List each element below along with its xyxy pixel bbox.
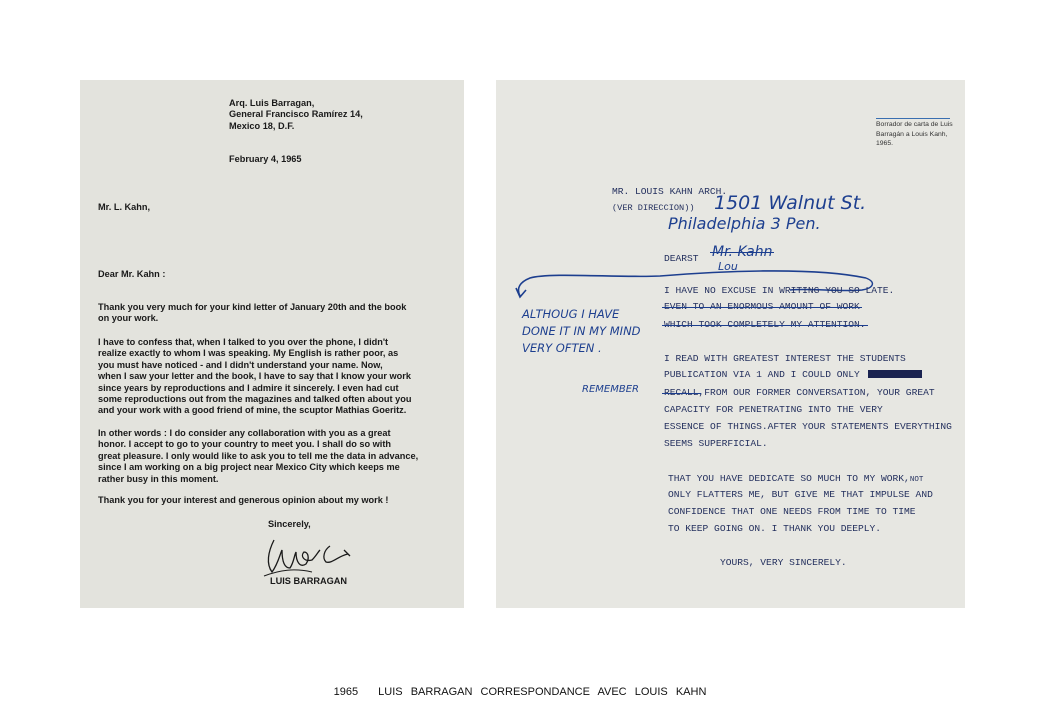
paragraph: I have to confess that, when I talked to you over the phone, I didn't realize exactly to whom I was speaking. My English is rather poor, as you must have noticed - and I didn't understand your name. Now, when I saw your letter and the book, I have to say that I know your work since years by reproductions and I admire it sincerely. I even had cut some reproductions out from the magazines and talked often about you and your work with a good friend of mine, the scuptor Mathias Goeritz. xyxy=(98,337,412,416)
paragraph: Thank you very much for your kind letter of January 20th and the book on your work. xyxy=(98,302,407,324)
letter-draft-annotated xyxy=(496,80,965,608)
line-read-1: I READ WITH GREATEST INTEREST THE STUDENTS xyxy=(664,353,906,364)
closing: YOURS, VERY SINCERELY. xyxy=(720,557,847,568)
page-caption xyxy=(0,686,1040,698)
line-that: THAT YOU HAVE DEDICATE SO MUCH TO MY WORK,NOT xyxy=(668,473,924,484)
line-recall: RECALL,FROM OUR FORMER CONVERSATION, YOUR GREAT xyxy=(664,387,935,398)
handwritten-street: 1501 Walnut St. xyxy=(714,192,867,214)
handwritten-remember: REMEMBER xyxy=(582,384,639,395)
letter-date: February 4, 1965 xyxy=(229,154,302,164)
address-line: MR. LOUIS KAHN ARCH. xyxy=(612,186,728,197)
blacked-out-word xyxy=(868,370,922,378)
handwritten-signature xyxy=(260,534,360,580)
sender-address xyxy=(229,98,363,132)
line-essence: ESSENCE OF THINGS.AFTER YOUR STATEMENTS EVERYTHING xyxy=(664,421,952,432)
caption-title: LUIS BARRAGAN CORRESPONDANCE AVEC LOUIS KAHN xyxy=(378,686,707,698)
letter-barragan-typed xyxy=(80,80,464,608)
sender-line: Mexico 18, D.F. xyxy=(229,120,295,131)
line-struck-2: WHICH TOOK COMPLETELY MY ATTENTION. xyxy=(664,319,866,330)
ver-direccion: (VER DIRECCION)) xyxy=(612,203,695,213)
line-confidence: CONFIDENCE THAT ONE NEEDS FROM TIME TO TIME xyxy=(668,506,916,517)
paragraph: Thank you for your interest and generous opinion about my work ! xyxy=(98,495,389,505)
note-divider xyxy=(876,118,950,119)
line-flatters: ONLY FLATTERS ME, BUT GIVE ME THAT IMPULSE AND xyxy=(668,489,933,500)
handwritten-insertion: ALTHOUG I HAVE DONE IT IN MY MIND VERY OFTEN . xyxy=(522,307,641,355)
line-capacity: CAPACITY FOR PENETRATING INTO THE VERY xyxy=(664,404,883,415)
line-struck-1: EVEN TO AN ENORMOUS AMOUNT OF WORK xyxy=(664,301,860,312)
signature-name: LUIS BARRAGAN xyxy=(270,576,348,586)
sender-line: Arq. Luis Barragan, xyxy=(229,98,315,108)
handwritten-lou: Lou xyxy=(718,260,738,273)
handwritten-city: Philadelphia 3 Pen. xyxy=(668,214,821,233)
dearst: DEARST xyxy=(664,253,699,264)
sender-line: General Francisco Ramírez 14, xyxy=(229,109,363,120)
line-excuse: I HAVE NO EXCUSE IN WRITING YOU SO LATE. xyxy=(664,285,895,296)
line-seems: SEEMS SUPERFICIAL. xyxy=(664,438,768,449)
recipient: Mr. L. Kahn, xyxy=(98,202,151,212)
caption-year: 1965 xyxy=(333,686,359,698)
paragraph: In other words : I do consider any collaboration with you as a great honor. I accept to go to your country to meet you. I shall do so with great pleasure. I only would like to ask you to tell me the data in advance, since I am working on a big project near Mexico City which keeps me rather busy in this moment. xyxy=(98,428,419,484)
line-keep: TO KEEP GOING ON. I THANK YOU DEEPLY. xyxy=(668,523,882,534)
margin-note: Borrador de carta de Luis Barragán a Louis Kanh, 1965. xyxy=(876,121,953,148)
salutation: Dear Mr. Kahn : xyxy=(98,269,166,279)
closing: Sincerely, xyxy=(268,519,311,529)
crossed-name: Mr. Kahn xyxy=(712,244,773,260)
line-read-2: PUBLICATION VIA 1 AND I COULD ONLY xyxy=(664,366,922,383)
